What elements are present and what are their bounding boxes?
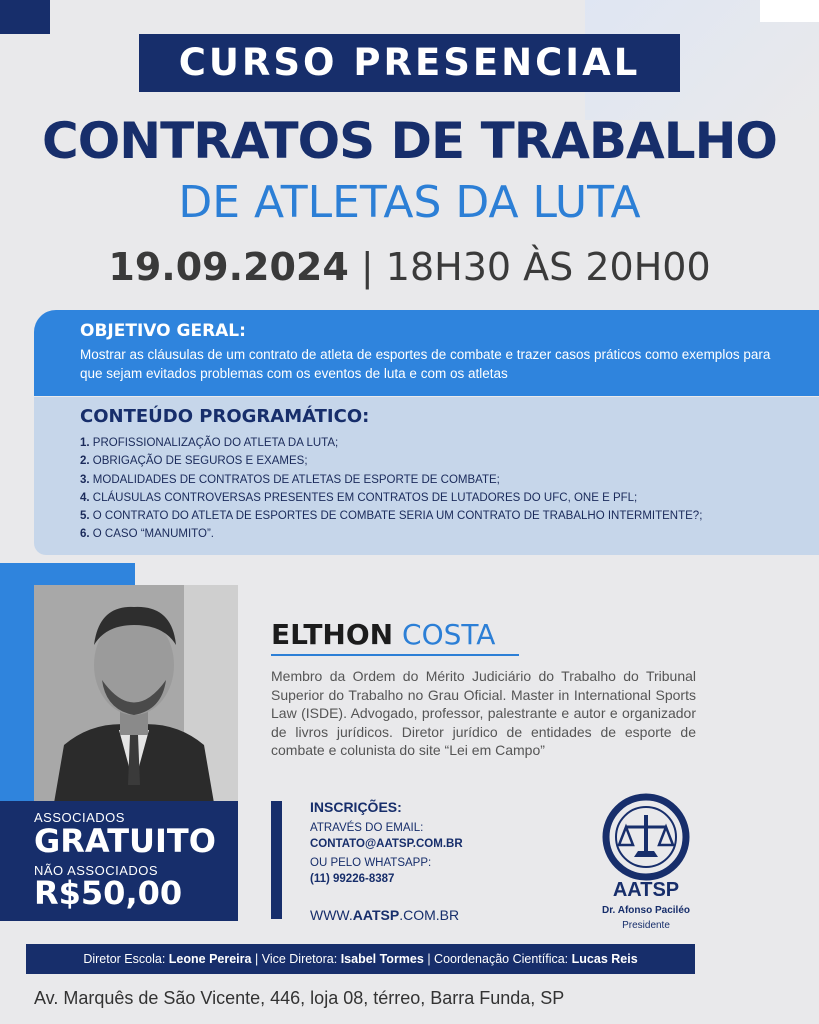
- coord-label: Coordenação Científica:: [434, 952, 569, 966]
- scales-of-justice-icon: [602, 793, 690, 881]
- website-link[interactable]: [310, 907, 459, 923]
- content-list: [80, 434, 702, 544]
- site-prefix: WWW.: [310, 907, 353, 923]
- speaker-last-name: COSTA: [402, 618, 496, 651]
- list-item: [80, 489, 702, 507]
- whatsapp-number[interactable]: (11) 99226-8387: [310, 873, 395, 885]
- site-suffix: .COM.BR: [399, 907, 460, 923]
- speaker-name: [271, 618, 495, 651]
- members-price: GRATUITO: [34, 822, 216, 860]
- list-item: [80, 507, 702, 525]
- course-type-tag: CURSO PRESENCIAL: [139, 34, 680, 92]
- list-item: [80, 525, 702, 543]
- page-title: CONTRATOS DE TRABALHO: [42, 112, 777, 170]
- objective-text: Mostrar as cláusulas de um contrato de atleta de esportes de combate e trazer casos práticos como exemplos para que sejam evitados problemas com os eventos de luta e com os atletas: [80, 347, 771, 381]
- item-text: O CONTRATO DO ATLETA DE ESPORTES DE COMBATE SERIA UM CONTRATO DE TRABALHO INTERMITENTE?;: [92, 510, 703, 523]
- logo-name: AATSP: [612, 879, 680, 901]
- speaker-bio: Membro da Ordem do Mérito Judiciário do Trabalho do Tribunal Superior do Trabalho no Grau Oficial. Master in International Sports Law (ISDE). Advogado, professor, palestrante e autor e organizador de livros jurídicos. Diretor jurídico de entidades de esporte de combate e colunista do site “Lei em Campo”: [271, 668, 696, 758]
- credits-separator: |: [427, 952, 431, 966]
- item-text: MODALIDADES DE CONTRATOS DE ATLETAS DE ESPORTE DE COMBATE;: [92, 473, 500, 486]
- date-separator: |: [360, 245, 374, 289]
- registration-accent-bar: [271, 801, 282, 919]
- corner-decoration: [0, 0, 50, 34]
- director-label: Diretor Escola:: [83, 952, 166, 966]
- item-number: 4.: [80, 491, 90, 504]
- whatsapp-label: OU PELO WHATSAPP:: [310, 857, 432, 869]
- members-label: ASSOCIADOS: [34, 810, 125, 825]
- content-heading: CONTEÚDO PROGRAMÁTICO:: [80, 406, 370, 427]
- item-text: O CASO “MANUMITO”.: [92, 528, 214, 541]
- item-text: CLÁUSULAS CONTROVERSAS PRESENTES EM CONTRATOS DE LUTADORES DO UFC, ONE E PFL;: [92, 491, 638, 504]
- item-number: 5.: [80, 510, 90, 523]
- president-name: Dr. Afonso Paciléo: [602, 905, 690, 916]
- speaker-photo: [34, 585, 238, 803]
- credits-separator: |: [254, 952, 259, 966]
- event-address: Av. Marquês de São Vicente, 446, loja 08, térreo, Barra Funda, SP: [34, 988, 565, 1008]
- page-subtitle: DE ATLETAS DA LUTA: [178, 177, 641, 228]
- date-time: [0, 245, 819, 289]
- objective-heading: OBJETIVO GERAL:: [80, 321, 246, 341]
- vice-label: Vice Diretora:: [261, 952, 338, 966]
- item-number: 6.: [80, 528, 90, 541]
- coord-name: Lucas Reis: [571, 952, 638, 966]
- registration-heading: INSCRIÇÕES:: [310, 799, 402, 815]
- credits-bar: [26, 944, 695, 974]
- email-link[interactable]: CONTATO@AATSP.COM.BR: [310, 838, 463, 850]
- nonmembers-price: R$50,00: [34, 874, 183, 912]
- item-number: 3.: [80, 473, 90, 486]
- site-name: AATSP: [352, 907, 400, 923]
- name-underline: [271, 654, 519, 656]
- list-item: [80, 471, 702, 489]
- list-item: [80, 452, 702, 470]
- item-number: 1.: [80, 437, 90, 449]
- item-text: PROFISSIONALIZAÇÃO DO ATLETA DA LUTA;: [92, 437, 339, 449]
- list-item: [80, 434, 702, 452]
- nonmembers-label: NÃO ASSOCIADOS: [34, 863, 159, 878]
- corner-decoration-right: [760, 0, 819, 22]
- speaker-silhouette-icon: [34, 585, 238, 803]
- event-date: 19.09.2024: [108, 245, 349, 289]
- speaker-first-name: ELTHON: [271, 618, 394, 651]
- director-name: Leone Pereira: [168, 952, 252, 966]
- president-role: Presidente: [622, 920, 670, 931]
- item-text: OBRIGAÇÃO DE SEGUROS E EXAMES;: [92, 455, 308, 468]
- item-number: 2.: [80, 455, 90, 468]
- vice-name: Isabel Tormes: [340, 952, 424, 966]
- email-label: ATRAVÉS DO EMAIL:: [310, 822, 424, 834]
- event-time: 18H30 ÀS 20H00: [385, 245, 711, 289]
